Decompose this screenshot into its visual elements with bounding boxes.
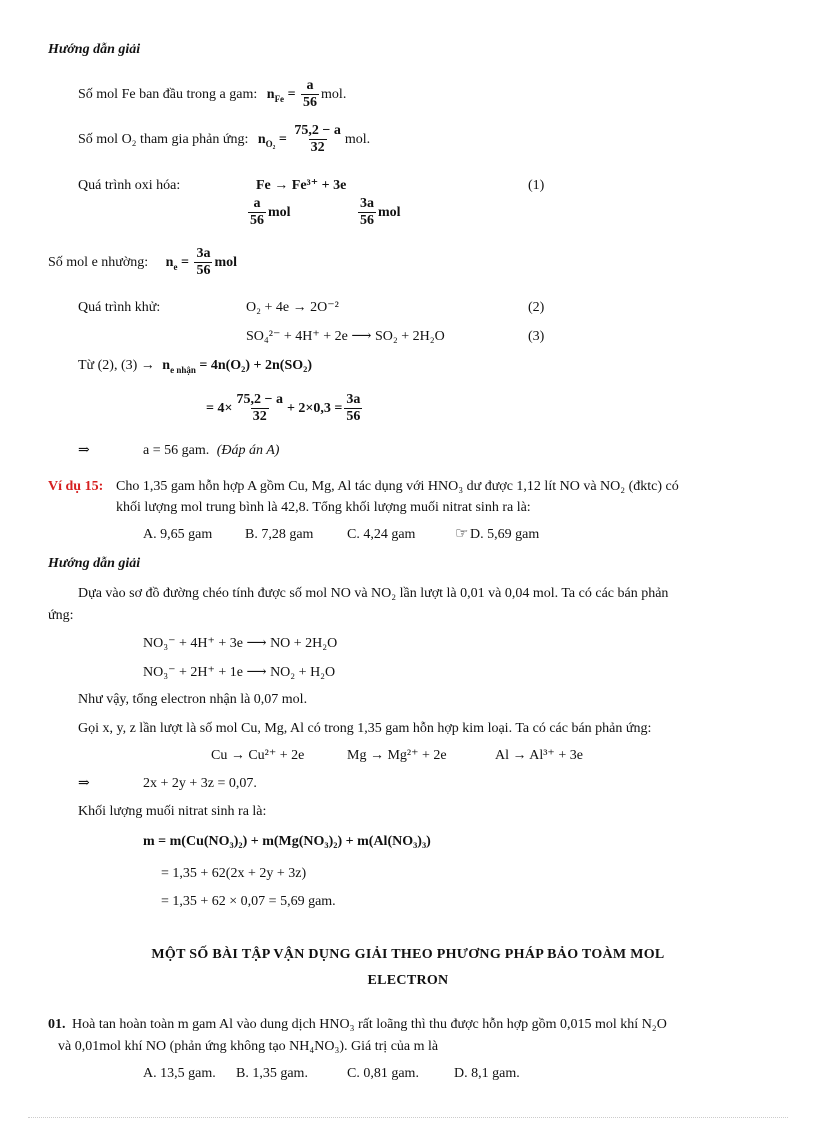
kh-label: Quá trình khử: — [78, 300, 161, 315]
expand-pre: = 4× — [206, 400, 233, 416]
oxi-equation: Fe → Fe³⁺ + 3e — [256, 178, 347, 193]
eq1-number: (1) — [528, 178, 545, 193]
oxi-right-num: 3a — [360, 196, 374, 211]
ne-text: Số mol e nhường: — [48, 254, 149, 270]
mol-word-3: mol — [214, 254, 238, 270]
n-fe-symbol: $n_{Fe}$ = — [266, 86, 296, 104]
unit-mol: mol. — [321, 86, 347, 102]
ne-den: 56 — [196, 263, 211, 279]
goi-line: Gọi x, y, z lần lượt là số mol Cu, Mg, Al có trong 1,35 gam hỗn hợp kim loại. Ta có các bán phản ứng: — [78, 721, 652, 736]
o2-den: 32 — [310, 140, 325, 156]
expand-r-den: 56 — [346, 409, 361, 425]
kl-line: Khối lượng muối nitrat sinh ra là: — [78, 804, 267, 819]
section-heading-2: ELECTRON — [367, 973, 449, 988]
reaction-1: NO₃⁻ + 4H⁺ + 3e ⟶ NO + 2H₂O — [143, 636, 338, 651]
n-o2-symbol: $n_{O_2}$ = — [257, 131, 287, 149]
o2-num: 75,2 − a — [294, 123, 341, 138]
expand-r-num: 3a — [346, 392, 361, 407]
answer1: (Đáp án A) — [216, 443, 280, 458]
oxi-left-den: 56 — [250, 213, 264, 229]
o2-fraction — [292, 123, 342, 156]
expand-num: 75,2 − a — [236, 392, 283, 407]
m-line3: = 1,35 + 62 × 0,07 = 5,69 gam. — [161, 894, 336, 909]
pointing-hand-icon: ☞ — [455, 526, 469, 542]
expand-den: 32 — [252, 409, 267, 425]
example-line2: khối lượng mol trung bình là 42,8. Tổng khối lượng muối nitrat sinh ra là: — [116, 500, 531, 515]
example-option-d: D. 5,69 gam — [470, 527, 540, 542]
question-option-c: C. 0,81 gam. — [347, 1066, 419, 1081]
example-label: Ví dụ 15: — [48, 479, 104, 494]
eq3-number: (3) — [528, 329, 545, 344]
ne-num: 3a — [196, 246, 211, 261]
question-line2: và 0,01mol khí NO (phản ứng không tạo NH₄NO₃). Giá trị của m là — [58, 1039, 439, 1054]
question-line1: Hoà tan hoàn toàn m gam Al vào dung dịch HNO₃ rất loãng thì thu được hỗn hợp gồm 0,015 mol khí N₂O — [72, 1017, 667, 1032]
oxi-label: Quá trình oxi hóa: — [78, 178, 181, 193]
ne-nhan-rhs: = 4n(O₂) + 2n(SO₂) — [199, 358, 312, 373]
tu-text: Từ (2), (3) → — [78, 358, 155, 373]
example-option-a: A. 9,65 gam — [143, 527, 213, 542]
fe-mol-line — [78, 78, 346, 111]
eq3-text: SO₄²⁻ + 4H⁺ + 2e ⟶ SO₂ + 2H₂O — [246, 329, 445, 344]
reaction-2: NO₃⁻ + 2H⁺ + 1e ⟶ NO₂ + H₂O — [143, 665, 336, 680]
fe-den: 56 — [303, 95, 318, 111]
unit-mol-2: mol. — [344, 131, 371, 147]
question-option-b: B. 1,35 gam. — [236, 1066, 308, 1081]
p1-line2: ứng: — [48, 608, 74, 623]
half-mg: Mg → Mg²⁺ + 2e — [347, 748, 447, 763]
ne-nhan-symbol: $n_{e nhận}$ — [162, 358, 196, 375]
m-line2: = 1,35 + 62(2x + 2y + 3z) — [161, 866, 307, 881]
o2-mol-text: Số mol O₂ tham gia phản ứng: — [78, 131, 249, 147]
example-line1: Cho 1,35 gam hỗn hợp A gồm Cu, Mg, Al tác dụng với HNO₃ dư được 1,12 lít NO và NO₂ (đktc) có — [116, 479, 679, 494]
fe-mol-text: Số mol Fe ban đầu trong a gam: — [78, 86, 258, 102]
guide-title: Hướng dẫn giải — [48, 42, 141, 57]
example-option-b: B. 7,28 gam — [245, 527, 314, 542]
o2-mol-line — [78, 123, 370, 156]
fe-fraction — [301, 78, 319, 111]
question-option-a: A. 13,5 gam. — [143, 1066, 216, 1081]
eq2-text: O₂ + 4e → 2O⁻² — [246, 300, 339, 315]
oxi-sub-left — [246, 196, 291, 229]
expand-line — [206, 392, 364, 425]
result1: a = 56 gam. — [143, 443, 210, 458]
fe-num: a — [306, 78, 314, 93]
implies-1: ⇒ — [78, 443, 90, 458]
mol-word-2: mol — [378, 204, 401, 220]
m-line1: m = m(Cu(NO₃)₂) + m(Mg(NO₃)₂) + m(Al(NO₃)₃) — [143, 834, 431, 849]
section-heading-1: MỘT SỐ BÀI TẬP VẬN DỤNG GIẢI THEO PHƯƠNG PHÁP BẢO TOÀM MOL — [151, 947, 665, 962]
oxi-right-den: 56 — [360, 213, 374, 229]
mol-word-1: mol — [268, 204, 291, 220]
oxi-left-num: a — [253, 196, 261, 211]
tu-line — [78, 358, 312, 376]
total-electron-line: Như vậy, tổng electron nhận là 0,07 mol. — [78, 692, 308, 707]
sum-equation: 2x + 2y + 3z = 0,07. — [143, 776, 257, 791]
guide-title-2: Hướng dẫn giải — [48, 556, 141, 571]
result-line — [143, 443, 279, 460]
half-al: Al → Al³⁺ + 3e — [495, 748, 583, 763]
ne-symbol: $n_e$ = — [165, 254, 189, 272]
eq2-number: (2) — [528, 300, 545, 315]
p1-line1: Dựa vào sơ đồ đường chéo tính được số mol NO và NO₂ lần lượt là 0,01 và 0,04 mol. Ta có các bán phản — [78, 586, 669, 601]
footer-divider — [28, 1117, 788, 1118]
implies-2: ⇒ — [78, 776, 90, 791]
ne-line — [48, 246, 237, 279]
half-cu: Cu → Cu²⁺ + 2e — [211, 748, 305, 763]
example-option-c: C. 4,24 gam — [347, 527, 416, 542]
oxi-sub-right — [356, 196, 401, 229]
expand-mid: + 2×0,3 = — [286, 400, 343, 416]
question-option-d: D. 8,1 gam. — [454, 1066, 520, 1081]
question-number: 01. — [48, 1017, 66, 1032]
